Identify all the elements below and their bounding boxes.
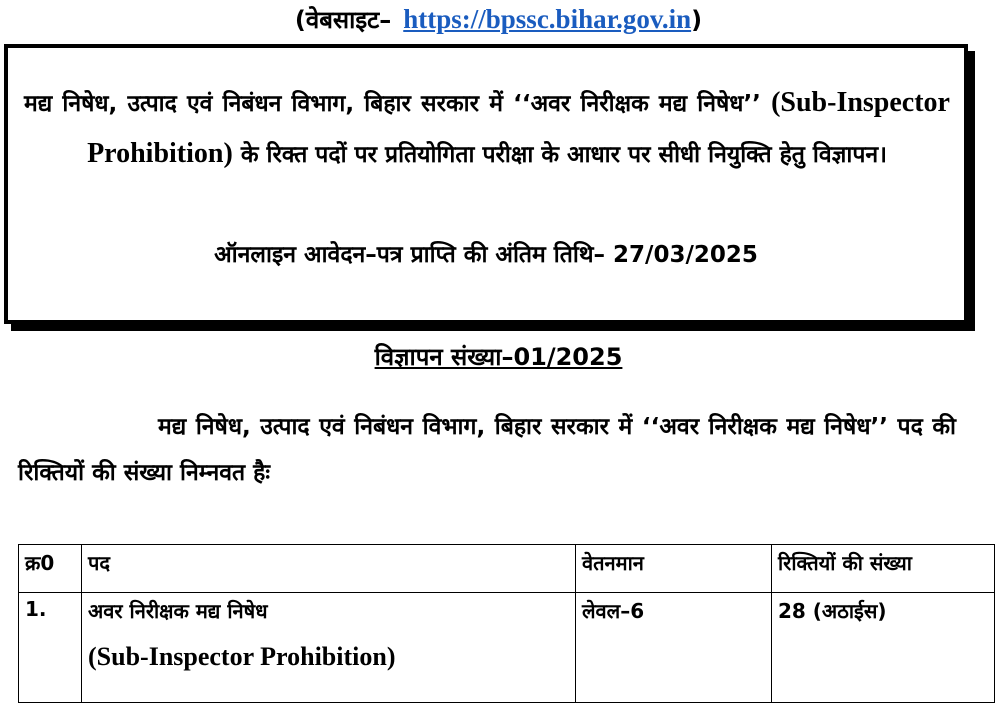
deadline-label: ऑनलाइन आवेदन–पत्र प्राप्ति की अंतिम तिथि– (214, 242, 606, 268)
cell-pay-level: लेवल–6 (576, 593, 772, 703)
cell-serial: 1. (19, 593, 82, 703)
advertisement-number: विज्ञापन संख्या–01/2025 (374, 343, 623, 371)
vacancy-table (18, 544, 995, 703)
advertisement-number-heading (0, 340, 997, 374)
header-post: पद (82, 545, 576, 593)
notice-hindi-line-1: मद्य निषेध, उत्पाद एवं निबंधन विभाग, बिहार सरकार में ‘‘अवर निरीक्षक मद्य निषेध’’ (24, 91, 761, 117)
website-suffix: ) (691, 6, 703, 34)
post-english: (Sub-Inspector Prohibition) (88, 642, 396, 671)
website-link[interactable]: https://bpssc.bihar.gov.in (403, 4, 692, 34)
table-row (19, 593, 995, 703)
website-line (0, 2, 997, 37)
table-header-row (19, 545, 995, 593)
notice-box (4, 44, 968, 324)
intro-paragraph: मद्य निषेध, उत्पाद एवं निबंधन विभाग, बिहार सरकार में ‘‘अवर निरीक्षक मद्य निषेध’’ पद की रिक्तियों की संख्या निम्नवत हैः (18, 414, 956, 486)
header-pay-scale: वेतनमान (576, 545, 772, 593)
cell-vacancies: 28 (अठाईस) (772, 593, 995, 703)
notice-text (24, 78, 950, 180)
post-hindi: अवर निरीक्षक मद्य निषेध (88, 599, 268, 623)
header-vacancies: रिक्तियों की संख्या (772, 545, 995, 593)
cell-post (82, 593, 576, 703)
website-prefix: (वेबसाइट– (294, 6, 392, 34)
notice-english-title: (Sub-Inspector Prohibition) (87, 87, 950, 169)
header-serial: क्र0 (19, 545, 82, 593)
deadline-line (8, 238, 964, 272)
deadline-date: 27/03/2025 (613, 242, 758, 268)
notice-hindi-line-2: के रिक्त पदों पर प्रतियोगिता परीक्षा के आधार पर सीधी नियुक्ति हेतु विज्ञापन। (240, 142, 887, 168)
